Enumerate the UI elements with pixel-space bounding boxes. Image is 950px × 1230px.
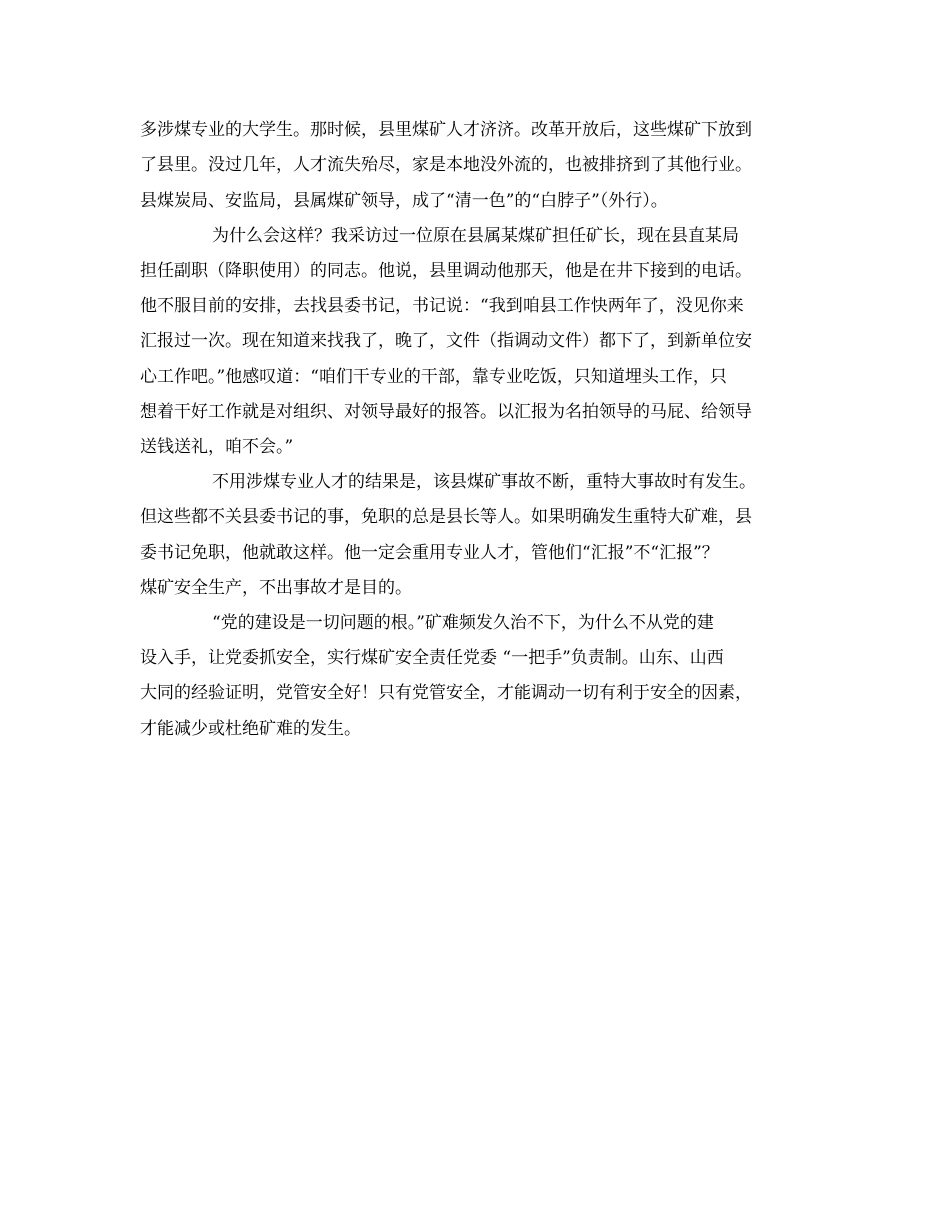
text-line: 大同的经验证明，党管安全好！只有党管安全，才能调动一切有利于安全的因素， <box>140 683 752 703</box>
text-line: 煤矿安全生产，不出事故才是目的。 <box>140 578 412 598</box>
text-line: 了县里。没过几年，人才流失殆尽，家是本地没外流的，也被排挤到了其他行业。 <box>140 155 752 175</box>
text-line: 担任副职（降职使用）的同志。他说，县里调动他那天，他是在井下接到的电话。 <box>140 261 752 281</box>
text-line: 送钱送礼，咱不会。” <box>140 437 294 457</box>
paragraph-first-line: 不用涉煤专业人才的结果是，该县煤矿事故不断，重特大事故时有发生。 <box>212 472 756 492</box>
text-line: 多涉煤专业的大学生。那时候，县里煤矿人才济济。改革开放后，这些煤矿下放到 <box>140 120 752 140</box>
paragraph-first-line: 为什么会这样？我采访过一位原在县属某煤矿担任矿长，现在县直某局 <box>212 226 739 246</box>
text-line: 想着干好工作就是对组织、对领导最好的报答。以汇报为名拍领导的马屁、给领导 <box>140 402 752 422</box>
text-line: 设入手，让党委抓安全，实行煤矿安全责任党委 “一把手”负责制。山东、山西 <box>140 648 724 668</box>
text-line: 心工作吧。”他感叹道：“咱们干专业的干部，靠专业吃饭，只知道埋头工作，只 <box>140 367 727 387</box>
text-line: 县煤炭局、安监局，县属煤矿领导，成了“清一色”的“白脖子”（外行）。 <box>140 191 668 211</box>
text-line: 汇报过一次。现在知道来找我了，晚了，文件（指调动文件）都下了，到新单位安 <box>140 331 752 351</box>
text-line: 委书记免职，他就敢这样。他一定会重用专业人才，管他们“汇报”不“汇报”？ <box>140 543 719 563</box>
paragraph-first-line: “党的建设是一切问题的根。”矿难频发久治不下，为什么不从党的建 <box>212 613 714 633</box>
text-line: 才能减少或杜绝矿难的发生。 <box>140 719 361 739</box>
text-line: 他不服目前的安排，去找县委书记，书记说：“我到咱县工作快两年了，没见你来 <box>140 296 744 316</box>
text-line: 但这些都不关县委书记的事，免职的总是县长等人。如果明确发生重特大矿难，县 <box>140 507 752 527</box>
